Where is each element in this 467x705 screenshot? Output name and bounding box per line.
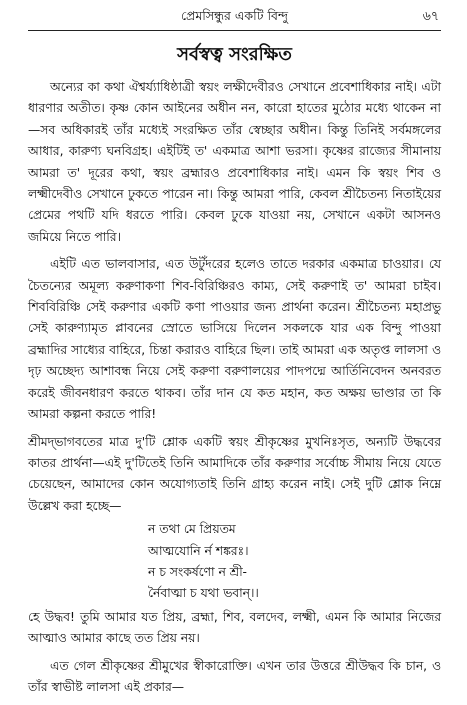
header-rule (28, 30, 441, 31)
verse-line: ন চ সংকর্ষণো ন শ্রী- (148, 564, 247, 579)
running-title: প্রেমসিন্ধুর একটি বিন্দু (180, 8, 289, 23)
verse-line: র্নৈবাত্মা চ যথা ভবান্।। (148, 586, 259, 601)
verse-line: ন তথা মে প্রিয়তম (148, 522, 236, 537)
paragraph: শ্রীমদ্‌ভাগবতের মাত্র দু'টি শ্লোক একটি স্বয়ং শ্রীকৃষ্ণের মুখনিঃসৃত, অন্যটি উদ্ধবের কাতর প্রার্থনা—এই দু'টিতেই তিনি আমাদিকে তাঁর করুণার সর্বোচ্চ সীমায় নিয়ে যেতে চেয়েছেন, আমাদের কোন অযোগ্যতাই তিনি গ্রাহ্য করেন নাই। সেই দুটি শ্লোক নিম্নে উল্লেখ করা হচ্ছে— (28, 434, 441, 513)
sanskrit-verse (148, 519, 441, 605)
section-heading: সর্বস্বত্ব সংরক্ষিত (177, 44, 292, 65)
paragraph: এইটি এত ভালবাসার, এত উটুঁদরের হলেও তাতে দরকার একমাত্র চাওয়ার। যে চৈতন্যের অমূল্য করুণাকণা শিব-বিরিঞ্চিরও কাম্য, সেই করুণাই ত' আমরা চাইব। শিববিরিঞ্চি সেই করুণার একটি কণা পাওয়ার জন্য প্রার্থনা করেন। শ্রীচৈতন্য মহাপ্রভু সেই কারুণ্যামৃত প্লাবনের স্রোতে ভাসিয়ে দিলেন সকলকে যার এক বিন্দু পাওয়া ব্রহ্মাদির সাধ্যের বাহিরে, চিন্তা করারও বাহিরে ছিল। তাই আমরা এক অতৃপ্ত লালসা ও দৃঢ় অচ্ছেদ্য আশাবন্ধ নিয়ে সেই করুণা বরুণালয়ের পাদপদ্মে আর্তিনিবেদন অনবরত করেই জীবনধারণ করতে থাকব। তাঁর দান যে কত মহান, কত অক্ষয় ভাণ্ডার তা কি আমরা কল্পনা করতে পারি! (28, 257, 441, 422)
paragraph: এত গেল শ্রীকৃষ্ণের শ্রীমুখের স্বীকারোক্তি। এখন তার উত্তরে শ্রীউদ্ধব কি চান, ও তাঁর স্বাভীষ্ট লালসা এই প্রকার— (28, 658, 441, 694)
paragraph: অন্যের কা কথা ঐশ্বর্য্যাধিষ্ঠাত্রী স্বয়ং লক্ষীদেবীরও সেখানে প্রবেশাধিকার নাই। এটা ধারণার অতীত। কৃষ্ণ কোন আইনের অধীন নন, কারো হাতের মুঠোর মধ্যে থাকেন না—সব অধিকারই তাঁর মধ্যেই সংরক্ষিত তাঁর স্বেচ্ছার অধীন। কিন্তু তিনিই সর্বমঙ্গলের আধার, কারুণ্য ঘনবিগ্রহ। এইটিই ত' একমাত্র আশা ভরসা। কৃষ্ণের রাজ্যের সীমানায় আমরা ত' দূরের কথা, স্বয়ং ব্রহ্মারও প্রবেশাধিকার নাই। এমন কি স্বয়ং শিব ও লক্ষ্মীদেবীও সেখানে ঢুকতে পারেন না। কিন্তু আমরা পারি, কেবল শ্রীচৈতন্য নিতাইয়ের প্রেমের পথটি যদি ধরতে পারি। কেবল ঢুকে যাওয়া নয়, সেখানে একটা আসনও জমিয়ে নিতে পারি। (28, 80, 442, 244)
page-number: ৬৭ (422, 8, 439, 23)
verse-line: আত্মযোনি র্ন শঙ্করঃ। (148, 543, 249, 558)
paragraph: হে উদ্ধব! তুমি আমার যত প্রিয়, ব্রহ্মা, শিব, বলদেব, লক্ষ্মী, এমন কি আমার নিজের আত্মাও আমার কাছে তত প্রিয় নয়। (28, 609, 441, 646)
page-header (28, 0, 441, 30)
